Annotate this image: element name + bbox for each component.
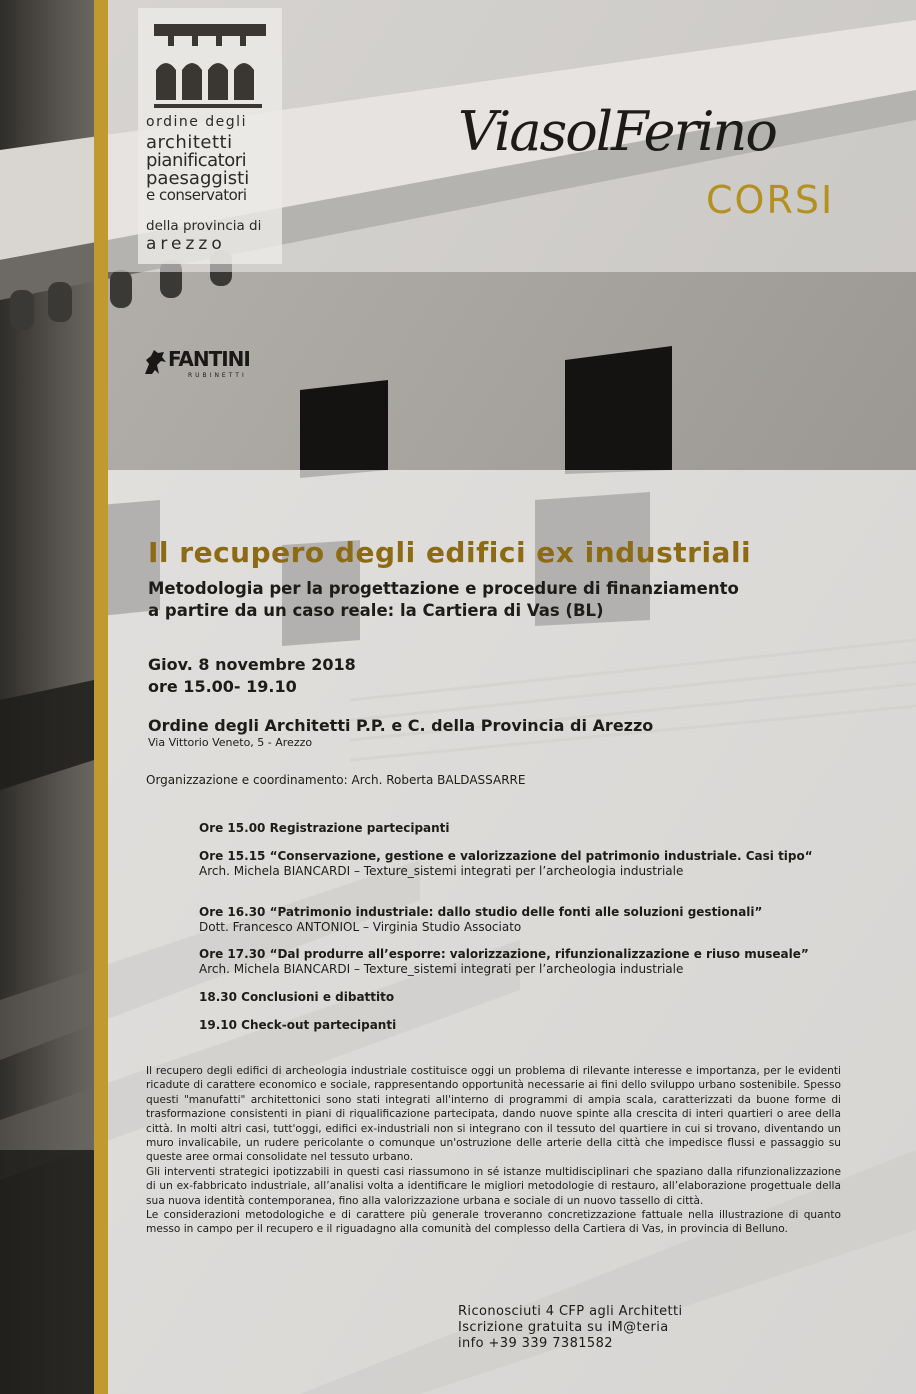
program-item (199, 947, 859, 977)
event-address: Via Vittorio Veneto, 5 - Arezzo (148, 736, 313, 749)
logo-line-4: paesaggisti (146, 168, 250, 189)
event-date: Giov. 8 novembre 2018 (148, 655, 356, 674)
program-item-head: Ore 16.30 “Patrimonio industriale: dallo studio delle fonti alle soluzioni gestionali” (199, 905, 763, 919)
program-item (199, 990, 859, 1005)
footer-info (458, 1304, 683, 1352)
program-item-head: 19.10 Check-out partecipanti (199, 1018, 397, 1032)
program-item (199, 849, 859, 879)
program-item-speaker: Dott. Francesco ANTONIOL – Virginia Studio Associato (199, 920, 522, 934)
program-item (199, 821, 859, 836)
program-item (199, 1018, 859, 1033)
program-item-head: Ore 17.30 “Dal produrre all’esporre: valorizzazione, rifunzionalizzazione e riuso museale” (199, 947, 809, 961)
footer-credits: Riconosciuti 4 CFP agli Architetti (458, 1304, 683, 1319)
brand-logo: ViasolFerino (458, 100, 776, 163)
sponsor-subtitle: RUBINETTI (188, 372, 247, 379)
description-paragraph: Le considerazioni metodologiche e di carattere più generale troveranno concretizzazione fattuale nella illustrazione di quanto messo in campo per il recupero e il riguadagno alla comunità del complesso della Cartiera di Vas, in provincia di Belluno. (146, 1209, 841, 1236)
program-item-head: Ore 15.15 “Conservazione, gestione e valorizzazione del patrimonio industriale. Casi tipo“ (199, 849, 813, 863)
gold-side-bar (94, 0, 108, 1394)
event-venue: Ordine degli Architetti P.P. e C. della Provincia di Arezzo (148, 716, 654, 735)
event-subtitle (148, 578, 739, 622)
building-arches-icon (150, 22, 270, 112)
event-organization: Organizzazione e coordinamento: Arch. Roberta BALDASSARRE (146, 773, 526, 787)
program-item-head: Ore 15.00 Registrazione partecipanti (199, 821, 450, 835)
event-title: Il recupero degli edifici ex industriali (148, 536, 752, 569)
horse-icon (142, 348, 168, 376)
subtitle-line-1: Metodologia per la progettazione e procedure di finanziamento (148, 579, 739, 598)
sponsor-name: FANTINI (168, 347, 250, 371)
logo-line-6: della provincia di (146, 218, 262, 234)
description-paragraph: Gli interventi strategici ipotizzabili in questi casi riassumono in sé istanze multidisciplinari che spaziano dalla rifunzionalizzazione di un ex-fabbricato industriale, all’analisi volta a identificare le migliori metodologie di restauro, all’elaborazione progettuale della sua nuova identità contemporanea, fino alla valorizzazione urbana e sociale di un nuovo tassello di città. (146, 1165, 841, 1207)
brand-tag: CORSI (706, 178, 835, 222)
event-datetime (148, 654, 356, 698)
event-time: ore 15.00- 19.10 (148, 677, 297, 696)
footer-registration: Iscrizione gratuita su iM@teria (458, 1320, 669, 1335)
logo-line-7: arezzo (146, 234, 226, 254)
event-description (146, 1064, 841, 1237)
subtitle-line-2: a partire da un caso reale: la Cartiera di Vas (BL) (148, 601, 604, 620)
logo-line-3: pianificatori (146, 150, 247, 171)
program-item-speaker: Arch. Michela BIANCARDI – Texture_sistemi integrati per l’archeologia industriale (199, 864, 684, 878)
logo-line-2: architetti (146, 132, 233, 153)
footer-contact: info +39 339 7381582 (458, 1336, 613, 1351)
program-item-speaker: Arch. Michela BIANCARDI – Texture_sistemi integrati per l’archeologia industriale (199, 962, 684, 976)
program-item-head: 18.30 Conclusioni e dibattito (199, 990, 395, 1004)
program-item (199, 905, 859, 935)
logo-line-1: ordine degli (146, 114, 247, 130)
logo-line-5: e conservatori (146, 186, 247, 204)
description-paragraph: Il recupero degli edifici di archeologia industriale costituisce oggi un problema di rilevante interesse e importanza, per le evidenti ricadute di carattere economico e sociale, rappresentando opportunità necessarie ai fini dello sviluppo urbano sostenibile. Spesso questi "manufatti" architettonici sono stati integrati all'interno di programmi di ampia scala, caratterizzati da buone forme di trasformazione consistenti in piani di riqualificazione partecipata, dando nuove spinte alla crescita di interi quartieri o aree della città. In molti altri casi, tutt'oggi, edifici ex-industriali non si integrano con il tessuto del quartiere in cui si trovano, diventando un muro invalicabile, un rudere pericolante o comunque un'ostruzione delle arterie della città che impedisce flussi e passaggio su queste aree ormai consolidate nel tessuto urbano. (146, 1065, 841, 1164)
